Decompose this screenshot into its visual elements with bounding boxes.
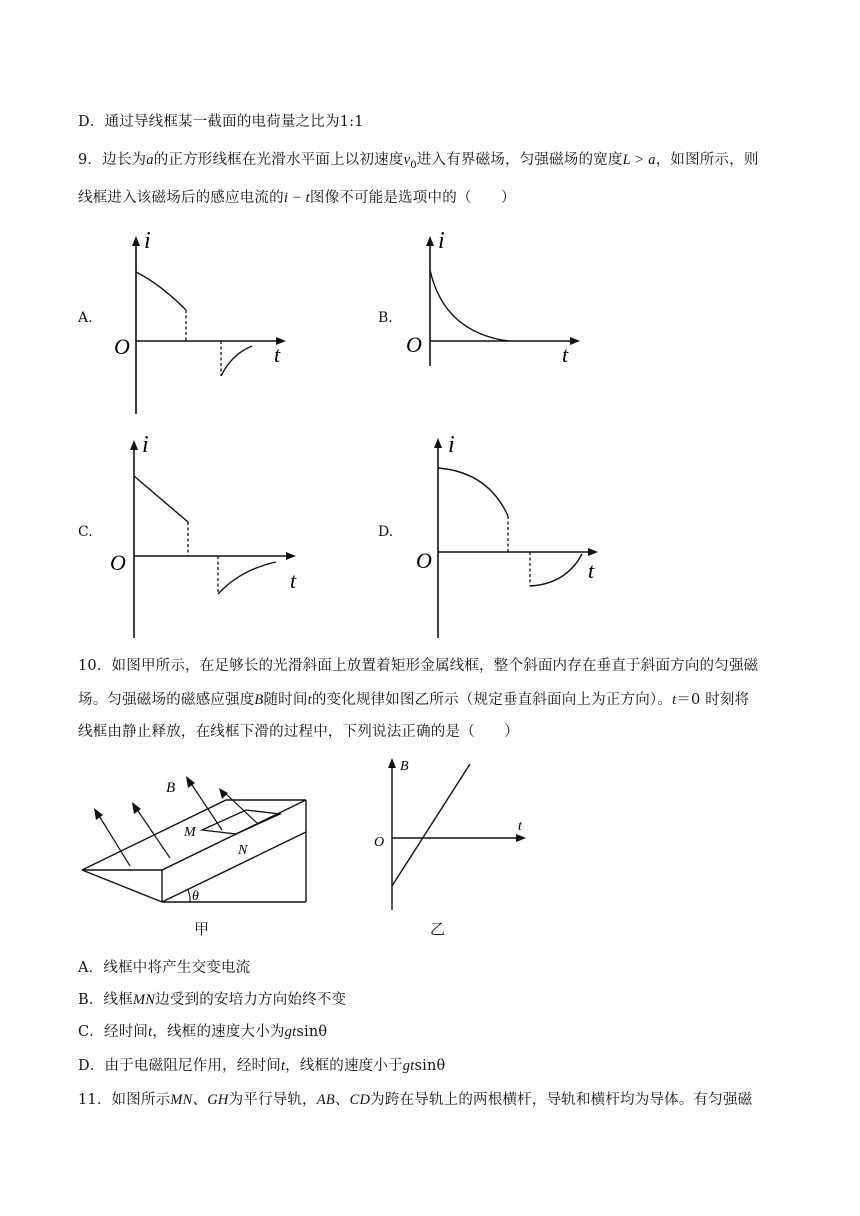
origin-label: O [374,835,385,850]
curve-entering [134,476,188,522]
q10-option-d: D．由于电磁阻尼作用，经时间t，线框的速度小于gtsinθ [78,1058,446,1074]
origin-label: O [114,334,130,359]
axis-t-label: t [588,558,595,583]
curve-entering [136,272,186,310]
q8-option-d: D．通过导线框某一截面的电荷量之比为1:1 [78,114,364,130]
q10-stem-line1: 10．如图甲所示，在足够长的光滑斜面上放置着矩形金属线框，整个斜面内存在垂直于斜面方向的匀强磁 [78,658,759,674]
q9-graph-c [100,432,310,640]
q9-graph-b [396,228,596,368]
axis-i-label: i [142,432,149,458]
axis-i-label: i [448,432,455,458]
axis-b-label: B [400,759,409,774]
q9-option-c-label: C. [78,524,93,540]
figure-yi-bt-graph [366,754,536,914]
b-t-line [392,764,470,886]
label-b-field: B [166,780,176,796]
q10-option-b: B．线框MN边受到的安培力方向始终不变 [78,992,347,1008]
q9-stem-line2: 线框进入该磁场后的感应电流的i − t图像不可能是选项中的（ ） [78,190,516,206]
q9-option-a-label: A. [78,310,93,326]
q9-graph-a [100,228,300,418]
q10-option-c: C．经时间t，线框的速度大小为gtsinθ [78,1024,328,1040]
q9-stem-line1: 9．边长为a的正方形线框在光滑水平面上以初速度$v_0$进入有界磁场，匀强磁场的宽度L > a，如图所示，则 [78,152,759,171]
axis-t-label: t [562,342,569,367]
rect-loop [202,810,280,834]
origin-label: O [416,548,432,573]
curve-exiting [218,562,276,594]
origin-label: O [406,332,422,357]
origin-label: O [110,550,126,575]
q11-stem-line1: 11．如图所示MN、GH为平行导轨，AB、CD为跨在导轨上的两根横杆，导轨和横杆均为导体。有匀强磁 [78,1092,753,1108]
curve-exiting [530,554,582,586]
figure-jia-caption: 甲 [194,920,210,938]
curve-decay [430,270,508,341]
label-n: N [238,843,248,858]
label-m: M [184,825,196,840]
curve-exiting [221,346,252,376]
axis-t-label: t [274,342,281,367]
figure-yi-caption: 乙 [430,920,446,938]
theta-label: θ [192,889,199,904]
axis-t-label: t [518,819,522,834]
q9-option-b-label: B. [378,310,393,326]
axis-i-label: i [438,228,445,254]
q10-option-a: A．线框中将产生交变电流 [78,960,251,976]
figure-jia-incline [78,768,318,908]
q9-option-d-label: D. [378,524,394,540]
q9-graph-d [396,432,606,640]
axis-i-label: i [144,228,151,254]
curve-entering [438,468,508,516]
q10-stem-line2: 场。匀强磁场的磁感应强度B随时间t的变化规律如图乙所示（规定垂直斜面向上为正方向）。t＝0 时刻将 [78,692,750,708]
axis-t-label: t [290,568,297,593]
q10-stem-line3: 线框由静止释放，在线框下滑的过程中，下列说法正确的是（ ） [78,724,519,740]
